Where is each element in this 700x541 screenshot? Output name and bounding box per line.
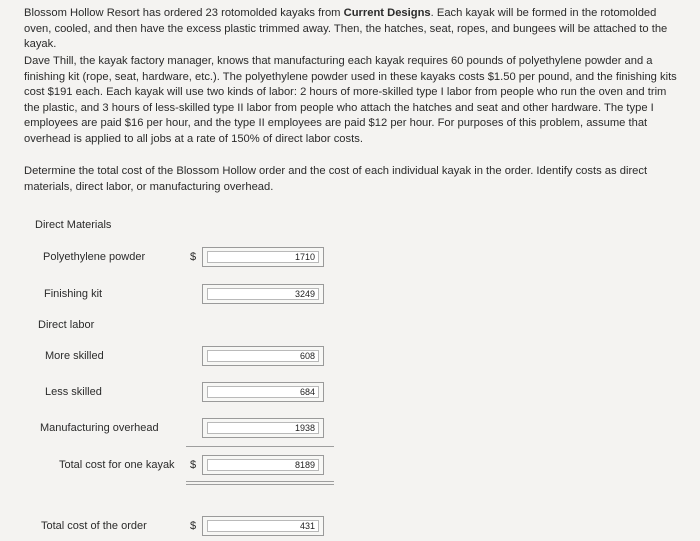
more-skilled-label: More skilled [45,350,104,362]
less-skilled-label: Less skilled [45,386,102,398]
total-order-field-frame [202,516,324,536]
total-per-kayak-label: Total cost for one kayak [59,459,175,471]
problem-paragraph-instructions: Determine the total cost of the Blossom Hollow order and the cost of each individual kayak in the order. Identify costs as direct materials, direct labor, or manufacturing overhead. [24,165,648,193]
problem-paragraph-details: Dave Thill, the kayak factory manager, knows that manufacturing each kayak requires 60 pounds of polyethylene powder and a finishing kit (rope, seat, hardware, etc.). The polyethylene powder used in these kayaks costs $1.50 per pound, and the finishing kits cost $191 each. Each kayak will use two kinds of labor: 2 hours of more-skilled type I labor from people who run the oven and trim the plastic, and 3 hours of less-skilled type II labor from people who attach the hatches and seat and other hardware. The type I employees are paid $16 per hour, and the type II employees are paid $12 per hour. For purposes of this problem, assume that overhead is applied to all jobs at a rate of 150% of direct labor costs. [24,55,677,145]
subtotal-rule [186,446,334,447]
intro-text-a: Blossom Hollow Resort has ordered 23 rotomolded kayaks from [24,7,344,19]
company-name: Current Designs [343,7,431,19]
total-per-kayak-currency: $ [190,459,197,471]
polyethylene-field-frame [202,247,324,267]
overhead-input[interactable] [207,422,319,434]
less-skilled-input[interactable] [207,386,319,398]
direct-labor-heading: Direct labor [38,319,95,331]
direct-materials-heading: Direct Materials [35,219,112,231]
polyethylene-label: Polyethylene powder [43,251,146,263]
polyethylene-currency: $ [190,251,197,263]
polyethylene-input[interactable] [207,251,319,263]
total-order-currency: $ [190,520,197,532]
total-rule-1 [186,481,334,482]
more-skilled-input[interactable] [207,350,319,362]
less-skilled-field-frame [202,382,324,402]
total-per-kayak-field-frame [202,455,324,475]
total-rule-2 [186,484,334,485]
finishing-kit-field-frame [202,284,324,304]
more-skilled-field-frame [202,346,324,366]
total-per-kayak-input[interactable] [207,459,319,471]
total-order-input[interactable] [207,520,319,532]
intro-text-b: . Each kayak will be formed in the rotomolded oven, cooled, and then have the excess plastic trimmed away. Then, the hatches, seat, ropes, and bungees will be attached to the kayak. [24,7,668,51]
finishing-kit-label: Finishing kit [44,288,103,300]
problem-paragraph-intro [24,6,684,53]
overhead-label: Manufacturing overhead [40,422,159,434]
total-order-label: Total cost of the order [41,520,147,532]
finishing-kit-input[interactable] [207,288,319,300]
overhead-field-frame [202,418,324,438]
